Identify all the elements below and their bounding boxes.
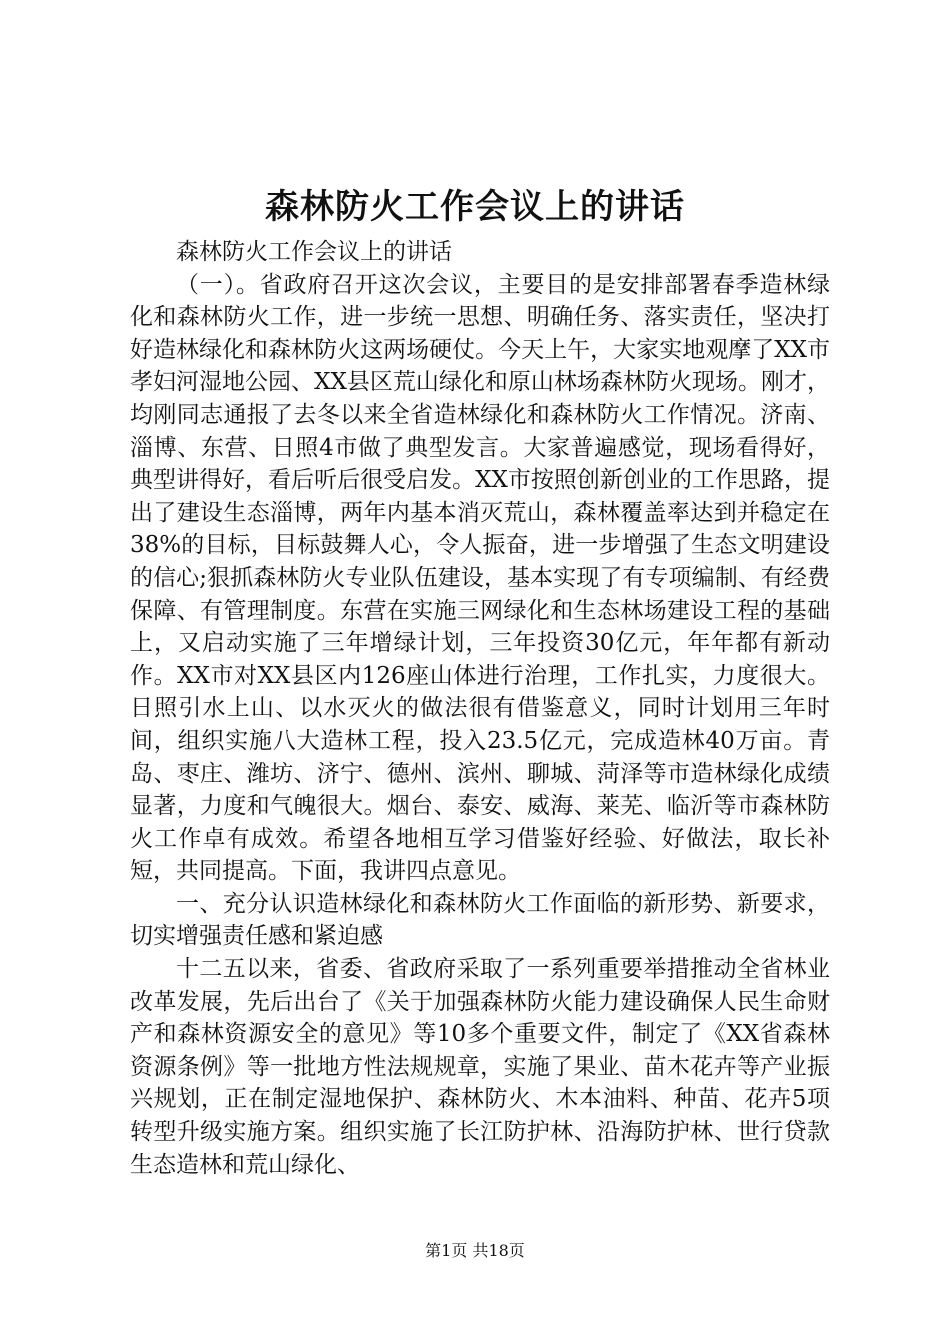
paragraph-subtitle: 森林防火工作会议上的讲话 [176,239,452,265]
paragraph-section-heading: 一、充分认识造林绿化和森林防火工作面临的新形势、新要求，切实增强责任感和紧迫感 [130,890,830,950]
document-body [130,236,830,1181]
paragraph-section-body: 十二五以来，省委、省政府采取了一系列重要举措推动全省林业改革发展，先后出台了《关于加强森林防火能力建设确保人民生命财产和森林资源安全的意见》等10多个重要文件，制定了《XX省森林资源条例》等一批地方性法规规章，实施了果业、苗木花卉等产业振兴规划，正在制定湿地保护、森林防火、木本油料、种苗、花卉5项转型升级实施方案。组织实施了长江防护林、沿海防护林、世行贷款生态造林和荒山绿化、 [130,956,830,1178]
page-footer: 第1页 共18页 [425,1241,525,1260]
paragraph-intro: （一）。省政府召开这次会议，主要目的是安排部署春季造林绿化和森林防火工作，进一步统一思想、明确任务、落实责任，坚决打好造林绿化和森林防火这两场硬仗。今天上午，大家实地观摩了XX市孝妇河湿地公园、XX县区荒山绿化和原山林场森林防火现场。刚才，均刚同志通报了去冬以来全省造林绿化和森林防火工作情况。济南、淄博、东营、日照4市做了典型发言。大家普遍感觉，现场看得好，典型讲得好，看后听后很受启发。XX市按照创新创业的工作思路，提出了建设生态淄博，两年内基本消灭荒山，森林覆盖率达到并稳定在38%的目标，目标鼓舞人心，令人振奋，进一步增强了生态文明建设的信心;狠抓森林防火专业队伍建设，基本实现了有专项编制、有经费保障、有管理制度。东营在实施三网绿化和生态林场建设工程的基础上，又启动实施了三年增绿计划，三年投资30亿元，年年都有新动作。XX市对XX县区内126座山体进行治理，工作扎实，力度很大。日照引水上山、以水灭火的做法很有借鉴意义，同时计划用三年时间，组织实施八大造林工程，投入23.5亿元，完成造林40万亩。青岛、枣庄、潍坊、济宁、德州、滨州、聊城、菏泽等市造林绿化成绩显著，力度和气魄很大。烟台、泰安、威海、莱芜、临沂等市森林防火工作卓有成效。希望各地相互学习借鉴好经验、好做法，取长补短，共同提高。下面，我讲四点意见。 [130,271,830,885]
document-title: 森林防火工作会议上的讲话 [265,187,685,227]
